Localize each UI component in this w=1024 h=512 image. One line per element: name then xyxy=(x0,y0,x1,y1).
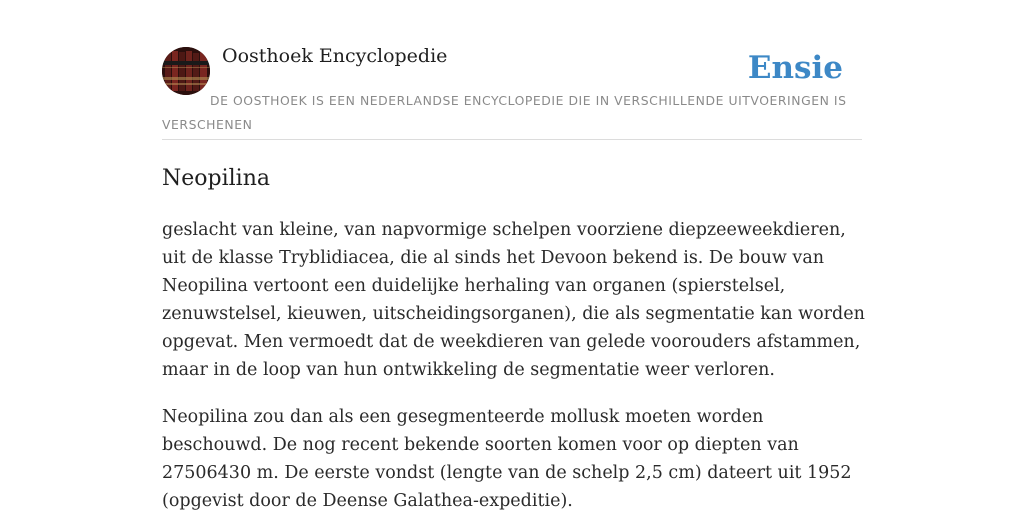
brand-logo[interactable]: Ensie xyxy=(747,50,843,86)
article-paragraph-1: geslacht van kleine, van napvormige schelpen voorziene diepzeeweekdieren, uit de klasse Tryblidiacea, die al sinds het Devoon bekend is. De bouw van Neopilina vertoont een duidelijke herhaling van organen (spierstelsel, zenuwstelsel, kieuwen, uitscheidingsorganen), die als segmentatie kan worden opgevat. Men vermoedt dat de weekdieren van gelede voorouders afstammen, maar in de loop van hun ontwikkeling de segmentatie weer verloren. xyxy=(162,220,865,380)
books-icon xyxy=(162,47,210,95)
article-body xyxy=(162,216,867,512)
site-name[interactable]: Oosthoek Encyclopedie xyxy=(222,45,448,67)
encyclopedia-books-avatar[interactable] xyxy=(162,47,210,95)
site-tagline: DE OOSTHOEK IS EEN NEDERLANDSE ENCYCLOPEDIE DIE IN VERSCHILLENDE UITVOERINGEN IS VERSCHENEN xyxy=(162,93,847,132)
site-header xyxy=(162,44,862,140)
article-title: Neopilina xyxy=(162,166,270,191)
article-paragraph-2: Neopilina zou dan als een gesegmenteerde mollusk moeten worden beschouwd. De nog recent bekende soorten komen voor op diepten van 27506430 m. De eerste vondst (lengte van de schelp 2,5 cm) dateert uit 1952 (opgevist door de Deense Galathea-expeditie). xyxy=(162,407,852,511)
